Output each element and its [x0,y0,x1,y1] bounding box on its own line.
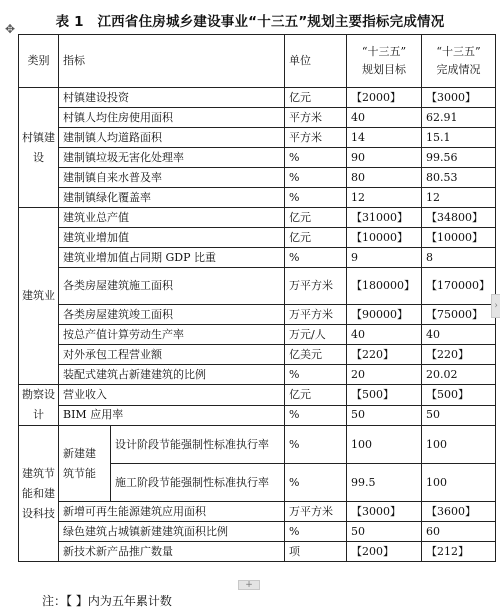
table-row [19,426,496,464]
cell-unit: 亿美元 [285,345,347,365]
subcategory-new-building-energy: 新建建筑节能 [59,426,111,502]
cell-indicator: 建筑业增加值占同期 GDP 比重 [59,248,285,268]
header-actual-line2: 完成情况 [436,63,481,76]
table-row [19,208,496,228]
cell-unit: 万平方米 [285,305,347,325]
cell-unit: 亿元 [285,208,347,228]
cell-target: 80 [347,168,422,188]
move-handle-icon[interactable]: ✥ [4,22,16,36]
cell-target: 【200】 [347,542,422,562]
table-row [19,385,496,406]
table-row [19,268,496,305]
header-indicator: 指标 [59,35,285,88]
category-village: 村镇建设 [19,88,59,208]
cell-indicator: 营业收入 [59,385,285,406]
cell-actual: 【500】 [422,385,496,406]
category-survey: 勘察设计 [19,385,59,426]
table-row [19,188,496,208]
cell-actual: 12 [422,188,496,208]
side-handle-icon[interactable]: › [491,294,500,318]
cell-actual: 20.02 [422,365,496,385]
category-construction: 建筑业 [19,208,59,385]
cell-actual: 【3600】 [422,502,496,522]
table-row [19,88,496,108]
cell-actual: 80.53 [422,168,496,188]
cell-target: 50 [347,522,422,542]
cell-actual: 50 [422,405,496,426]
cell-indicator: 建制镇绿化覆盖率 [59,188,285,208]
cell-indicator: 建筑业总产值 [59,208,285,228]
cell-unit: 亿元 [285,385,347,406]
cell-indicator: 新技术新产品推广数量 [59,542,285,562]
cell-target: 【31000】 [347,208,422,228]
cell-unit: 亿元 [285,228,347,248]
cell-actual: 【220】 [422,345,496,365]
table-row [19,228,496,248]
cell-actual: 【170000】 [422,268,496,305]
table-header-row [19,35,496,88]
cell-unit: 万元/人 [285,325,347,345]
cell-unit: 平方米 [285,108,347,128]
cell-actual: 60 [422,522,496,542]
cell-indicator: 新增可再生能源建筑应用面积 [59,502,285,522]
header-target-line1: “十三五” [361,45,407,58]
cell-unit: % [285,365,347,385]
table-row [19,248,496,268]
cell-actual: 【3000】 [422,88,496,108]
cell-unit: % [285,248,347,268]
cell-unit: % [285,148,347,168]
cell-target: 【500】 [347,385,422,406]
cell-target: 【10000】 [347,228,422,248]
cell-target: 90 [347,148,422,168]
cell-target: 9 [347,248,422,268]
header-target-line2: 规划目标 [362,63,406,76]
header-actual [422,35,496,88]
header-category: 类别 [19,35,59,88]
cell-indicator: 建制镇自来水普及率 [59,168,285,188]
cell-unit: % [285,464,347,502]
table-row [19,305,496,325]
cell-indicator: 各类房屋建筑竣工面积 [59,305,285,325]
table-row [19,502,496,522]
cell-unit: % [285,426,347,464]
header-target [347,35,422,88]
cell-indicator: 施工阶段节能强制性标准执行率 [111,464,285,502]
header-unit: 单位 [285,35,347,88]
cell-indicator: BIM 应用率 [59,405,285,426]
table-row [19,108,496,128]
table-row [19,168,496,188]
cell-actual: 15.1 [422,128,496,148]
cell-target: 【220】 [347,345,422,365]
bottom-handle-icon[interactable]: + [238,580,260,590]
table-row [19,522,496,542]
cell-indicator: 按总产值计算劳动生产率 [59,325,285,345]
indicator-table [18,34,496,562]
table-row [19,405,496,426]
header-actual-line1: “十三五” [436,45,481,58]
cell-target: 【90000】 [347,305,422,325]
cell-indicator: 建制镇垃圾无害化处理率 [59,148,285,168]
cell-actual: 62.91 [422,108,496,128]
cell-unit: % [285,522,347,542]
cell-unit: % [285,405,347,426]
cell-actual: 【75000】 [422,305,496,325]
cell-actual: 100 [422,464,496,502]
cell-target: 【2000】 [347,88,422,108]
cell-indicator: 村镇人均住房使用面积 [59,108,285,128]
table-row [19,128,496,148]
cell-unit: 亿元 [285,88,347,108]
cell-unit: 万平方米 [285,502,347,522]
cell-actual: 【212】 [422,542,496,562]
cell-unit: 项 [285,542,347,562]
cell-indicator: 村镇建设投资 [59,88,285,108]
cell-unit: 平方米 [285,128,347,148]
cell-indicator: 设计阶段节能强制性标准执行率 [111,426,285,464]
cell-actual: 100 [422,426,496,464]
cell-indicator: 各类房屋建筑施工面积 [59,268,285,305]
table-row [19,325,496,345]
cell-unit: % [285,188,347,208]
table-title: 表 1 江西省住房城乡建设事业“十三五”规划主要指标完成情况 [55,14,445,30]
category-energy: 建筑节能和建设科技 [19,426,59,562]
cell-indicator: 建筑业增加值 [59,228,285,248]
cell-unit: % [285,168,347,188]
table-row [19,542,496,562]
cell-target: 【3000】 [347,502,422,522]
cell-actual: 【10000】 [422,228,496,248]
table-row [19,365,496,385]
cell-target: 50 [347,405,422,426]
cell-target: 40 [347,108,422,128]
cell-actual: 99.56 [422,148,496,168]
cell-indicator: 装配式建筑占新建建筑的比例 [59,365,285,385]
cell-actual: 40 [422,325,496,345]
table-note: 注：【 】内为五年累计数 [42,594,172,608]
cell-target: 12 [347,188,422,208]
table-row [19,345,496,365]
cell-indicator: 建制镇人均道路面积 [59,128,285,148]
cell-indicator: 绿色建筑占城镇新建建筑面积比例 [59,522,285,542]
cell-target: 40 [347,325,422,345]
cell-indicator: 对外承包工程营业额 [59,345,285,365]
cell-target: 【180000】 [347,268,422,305]
table-row [19,148,496,168]
cell-target: 14 [347,128,422,148]
cell-unit: 万平方米 [285,268,347,305]
cell-target: 20 [347,365,422,385]
cell-target: 99.5 [347,464,422,502]
cell-actual: 8 [422,248,496,268]
cell-target: 100 [347,426,422,464]
cell-actual: 【34800】 [422,208,496,228]
